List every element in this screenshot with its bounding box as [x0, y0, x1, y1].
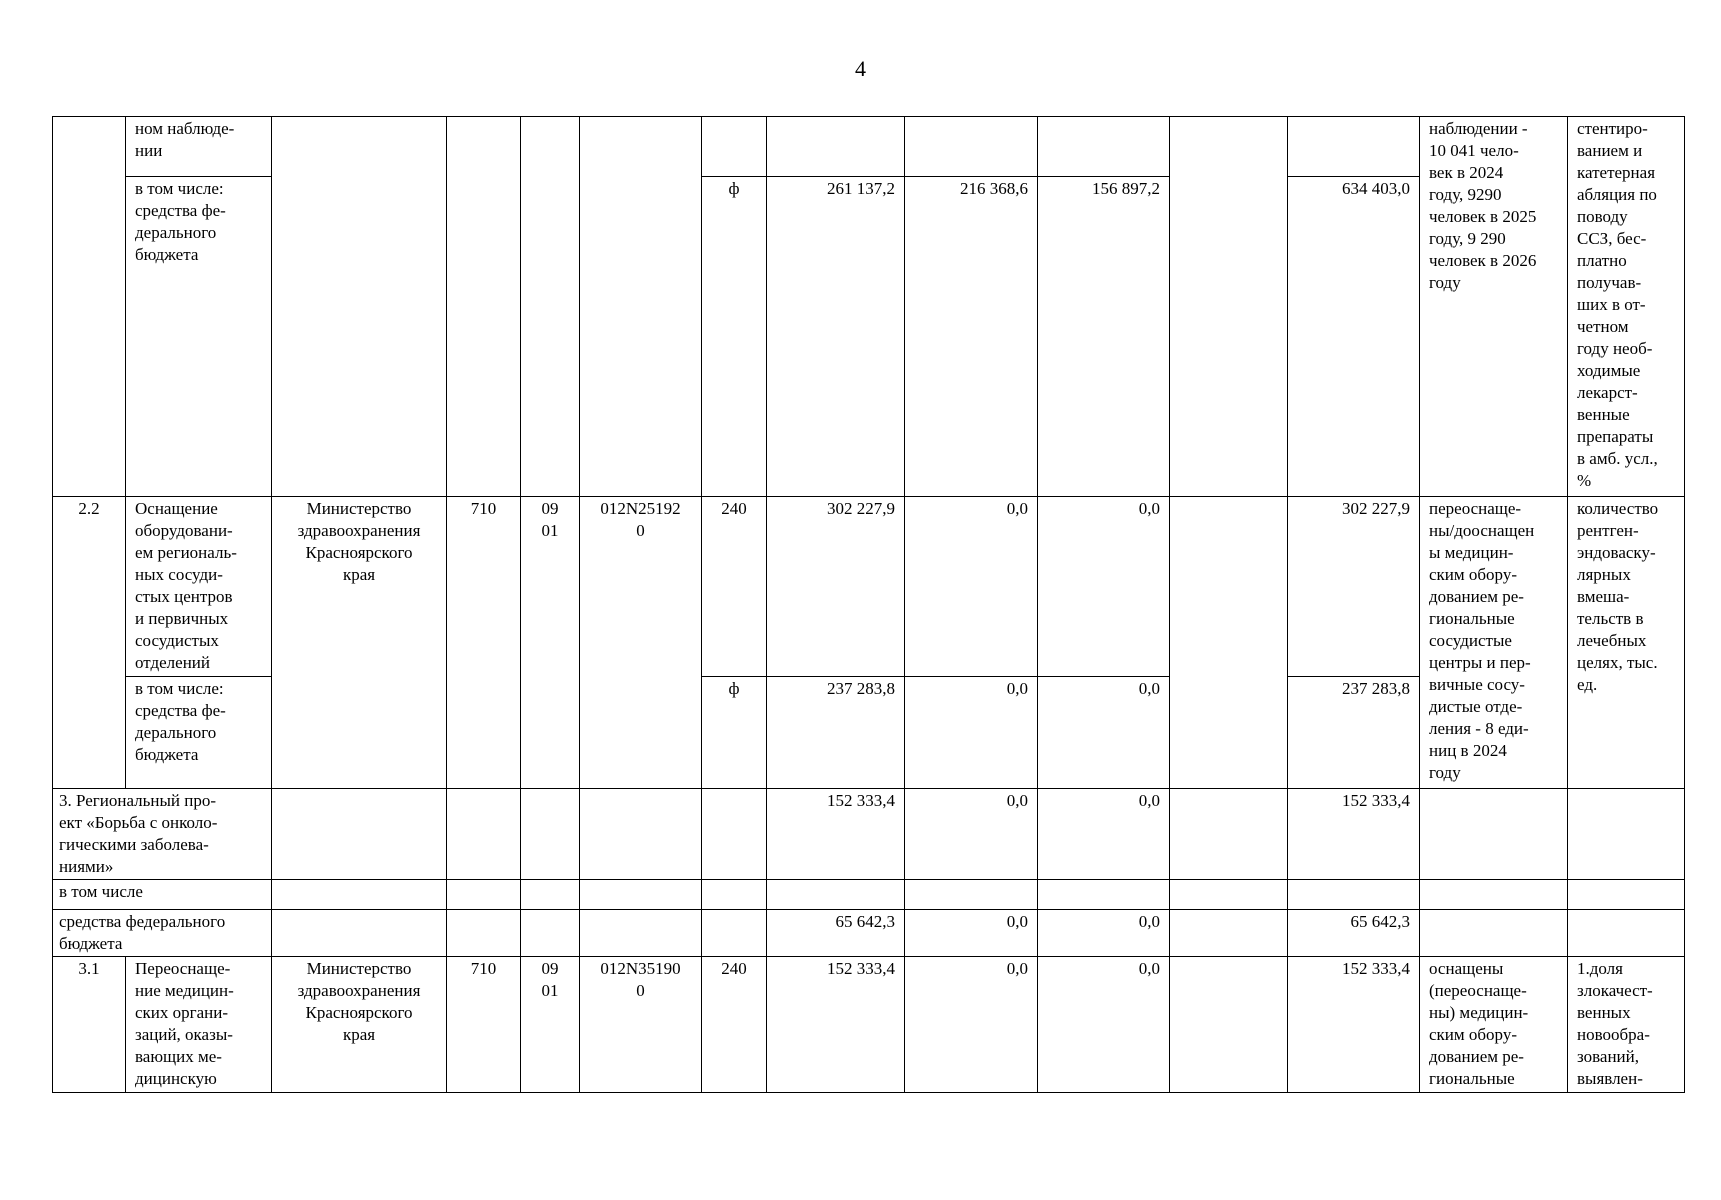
- grbs-code-cell: 710: [447, 957, 521, 1093]
- table-row: [53, 117, 1685, 177]
- amount-2026-cell: [1038, 880, 1170, 910]
- empty-cell: [1170, 910, 1288, 957]
- amount-2026-cell: 0,0: [1038, 910, 1170, 957]
- amount-2024-cell: 152 333,4: [767, 957, 905, 1093]
- rzpr-cell: 09 01: [521, 957, 580, 1093]
- row-number-cell: 2.2: [53, 497, 126, 789]
- table-row: [53, 497, 1685, 677]
- table-row: [53, 910, 1685, 957]
- amount-total-cell: [1288, 117, 1420, 177]
- grbs-cell: [272, 910, 447, 957]
- expected-result-cell: [1420, 789, 1568, 880]
- amount-2024-cell: 65 642,3: [767, 910, 905, 957]
- event-name-cell: ном наблюде- нии: [126, 117, 272, 177]
- empty-cell: [1170, 497, 1288, 789]
- amount-2026-cell: 156 897,2: [1038, 177, 1170, 497]
- expected-result-cell: наблюдении - 10 041 чело- век в 2024 году, 9290 человек в 2025 году, 9 290 человек в 2026 году: [1420, 117, 1568, 497]
- grbs-cell: Министерство здравоохранения Красноярского края: [272, 497, 447, 789]
- project-name-cell: 3. Региональный про- ект «Борьба с онколо- гическими заболева- ниями»: [53, 789, 272, 880]
- grbs-cell: Министерство здравоохранения Красноярского края: [272, 957, 447, 1093]
- table-row: [53, 880, 1685, 910]
- amount-total-cell: 302 227,9: [1288, 497, 1420, 677]
- grbs-cell: [272, 789, 447, 880]
- expected-result-cell: оснащены (переоснаще- ны) медицин- ским обору- дованием ре- гиональные: [1420, 957, 1568, 1093]
- rzpr-cell: [521, 789, 580, 880]
- target-indicator-cell: 1.доля злокачест- венных новообра- зований, выявлен-: [1568, 957, 1685, 1093]
- page-number: 4: [855, 56, 866, 81]
- vr-cell: [702, 910, 767, 957]
- vr-cell: 240: [702, 957, 767, 1093]
- vr-cell: ф: [702, 177, 767, 497]
- amount-2025-cell: 0,0: [905, 957, 1038, 1093]
- event-name-cell: Переоснаще- ние медицин- ских органи- заций, оказы- вающих ме- дицинскую: [126, 957, 272, 1093]
- csr-cell: [580, 117, 702, 497]
- amount-2025-cell: 0,0: [905, 677, 1038, 789]
- expected-result-cell: [1420, 910, 1568, 957]
- grbs-code-cell: [447, 910, 521, 957]
- amount-2025-cell: [905, 117, 1038, 177]
- grbs-code-cell: [447, 789, 521, 880]
- empty-cell: [1170, 880, 1288, 910]
- csr-cell: 012N35190 0: [580, 957, 702, 1093]
- amount-2026-cell: 0,0: [1038, 677, 1170, 789]
- event-name-cell: в том числе: средства фе- дерального бюджета: [126, 677, 272, 789]
- rzpr-cell: [521, 117, 580, 497]
- empty-cell: [1170, 117, 1288, 497]
- amount-2026-cell: 0,0: [1038, 789, 1170, 880]
- csr-cell: [580, 880, 702, 910]
- table-row: [53, 789, 1685, 880]
- vr-cell: ф: [702, 677, 767, 789]
- vr-cell: [702, 789, 767, 880]
- amount-2026-cell: [1038, 117, 1170, 177]
- amount-2024-cell: 237 283,8: [767, 677, 905, 789]
- grbs-cell: [272, 880, 447, 910]
- amount-2024-cell: [767, 880, 905, 910]
- expected-result-cell: переоснаще- ны/дооснащен ы медицин- ским обору- дованием ре- гиональные сосудистые центры и пер- вичные сосу- дистые отде- ления - 8 еди- ниц в 2024 году: [1420, 497, 1568, 789]
- table-row: [53, 957, 1685, 1093]
- grbs-cell: [272, 117, 447, 497]
- target-indicator-cell: количество рентген- эндоваску- лярных вмеша- тельств в лечебных целях, тыс. ед.: [1568, 497, 1685, 789]
- amount-total-cell: 65 642,3: [1288, 910, 1420, 957]
- vr-cell: [702, 880, 767, 910]
- budget-table: [52, 116, 1685, 1093]
- target-indicator-cell: [1568, 789, 1685, 880]
- rzpr-cell: [521, 910, 580, 957]
- target-indicator-cell: [1568, 880, 1685, 910]
- amount-total-cell: 152 333,4: [1288, 789, 1420, 880]
- amount-2025-cell: 0,0: [905, 789, 1038, 880]
- federal-budget-label-cell: средства федерального бюджета: [53, 910, 272, 957]
- csr-cell: [580, 789, 702, 880]
- amount-2024-cell: 302 227,9: [767, 497, 905, 677]
- vr-cell: [702, 117, 767, 177]
- rzpr-cell: 09 01: [521, 497, 580, 789]
- amount-2025-cell: 216 368,6: [905, 177, 1038, 497]
- csr-cell: [580, 910, 702, 957]
- csr-cell: 012N25192 0: [580, 497, 702, 789]
- amount-total-cell: 634 403,0: [1288, 177, 1420, 497]
- amount-2024-cell: [767, 117, 905, 177]
- empty-cell: [1170, 957, 1288, 1093]
- vr-cell: 240: [702, 497, 767, 677]
- amount-2024-cell: 152 333,4: [767, 789, 905, 880]
- amount-2026-cell: 0,0: [1038, 497, 1170, 677]
- grbs-code-cell: [447, 880, 521, 910]
- grbs-code-cell: 710: [447, 497, 521, 789]
- row-number-cell: 3.1: [53, 957, 126, 1093]
- amount-2025-cell: 0,0: [905, 910, 1038, 957]
- amount-2026-cell: 0,0: [1038, 957, 1170, 1093]
- rzpr-cell: [521, 880, 580, 910]
- subtotal-label-cell: в том числе: [53, 880, 272, 910]
- amount-total-cell: 152 333,4: [1288, 957, 1420, 1093]
- target-indicator-cell: стентиро- ванием и катетерная абляция по поводу ССЗ, бес- платно получав- ших в от- четном году необ- ходимые лекарст- венные препараты в амб. усл., %: [1568, 117, 1685, 497]
- row-number-cell: [53, 117, 126, 497]
- event-name-cell: в том числе: средства фе- дерального бюджета: [126, 177, 272, 497]
- amount-total-cell: 237 283,8: [1288, 677, 1420, 789]
- empty-cell: [1170, 789, 1288, 880]
- target-indicator-cell: [1568, 910, 1685, 957]
- amount-2025-cell: [905, 880, 1038, 910]
- event-name-cell: Оснащение оборудовани- ем региональ- ных сосуди- стых центров и первичных сосудистых отделений: [126, 497, 272, 677]
- expected-result-cell: [1420, 880, 1568, 910]
- amount-2024-cell: 261 137,2: [767, 177, 905, 497]
- amount-total-cell: [1288, 880, 1420, 910]
- amount-2025-cell: 0,0: [905, 497, 1038, 677]
- grbs-code-cell: [447, 117, 521, 497]
